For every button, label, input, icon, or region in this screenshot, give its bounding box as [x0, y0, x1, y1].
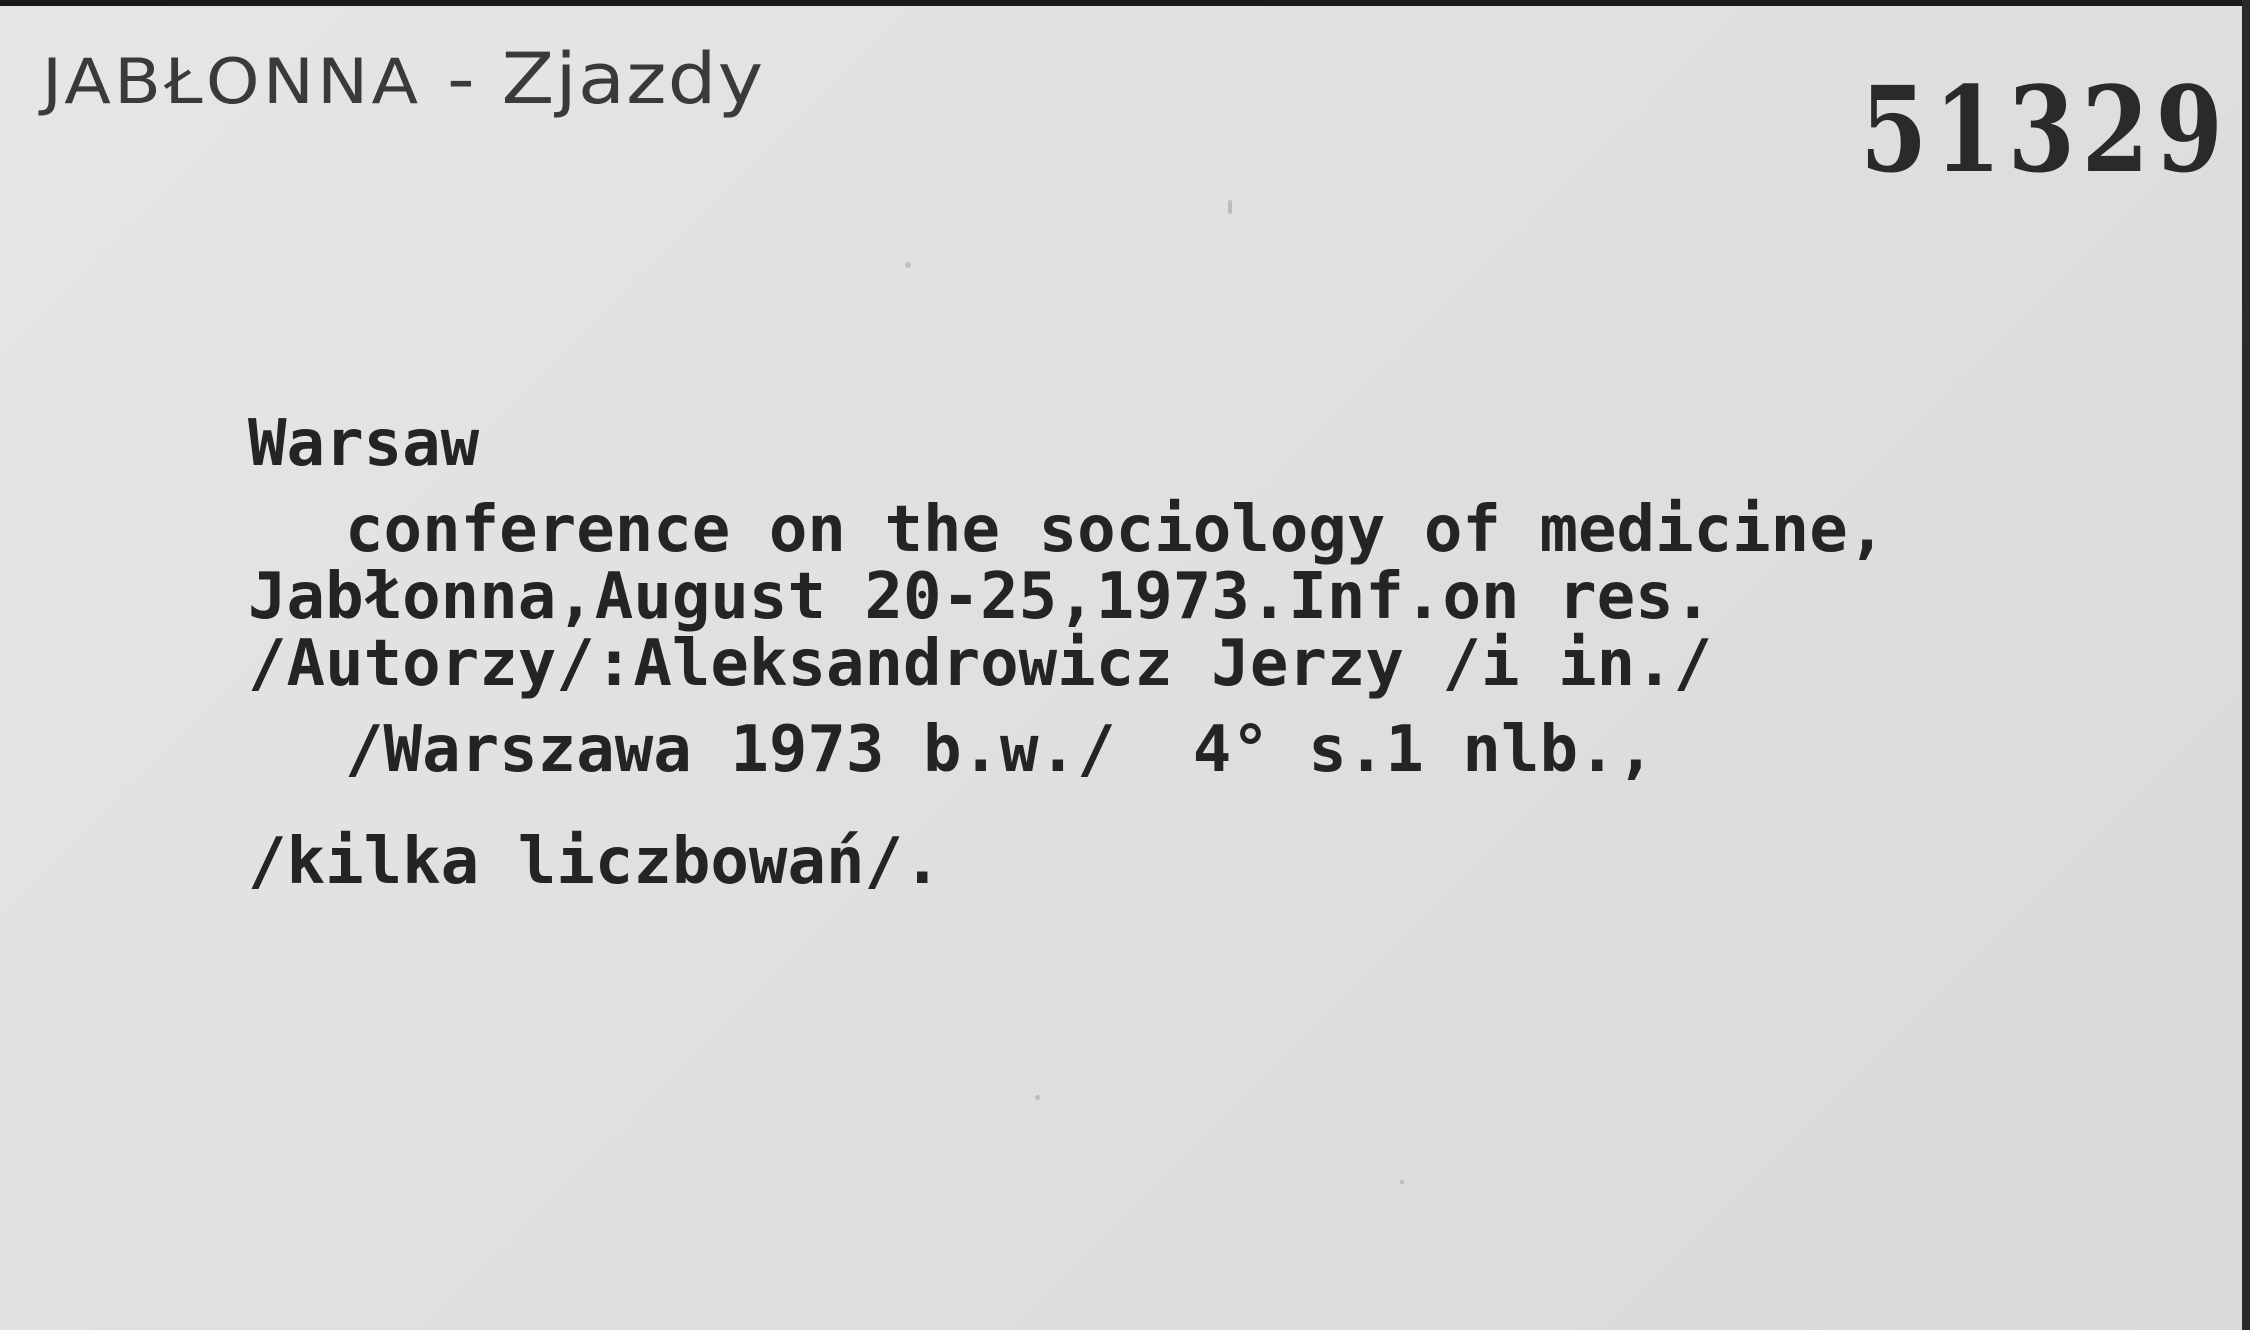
paper-speck — [905, 262, 911, 268]
entry-line-4: /Autorzy/:Aleksandrowicz Jerzy /i in./ — [248, 627, 1713, 701]
entry-line-6: /kilka liczbowań/. — [248, 825, 942, 899]
entry-line-5: /Warszawa 1973 b.w./ 4° s.1 nlb., — [345, 713, 1656, 787]
card-top-edge — [0, 0, 2250, 6]
accession-number: 51329 — [1860, 60, 2230, 199]
entry-line-2: conference on the sociology of medicine, — [345, 493, 1887, 567]
paper-speck — [1400, 1180, 1404, 1184]
paper-speck — [1228, 200, 1232, 214]
entry-line-3: Jabłonna,August 20-25,1973.Inf.on res. — [248, 560, 1713, 634]
handwritten-heading — [42, 38, 764, 120]
heading-separator: - — [421, 38, 502, 120]
heading-subject: Zjazdy — [501, 38, 765, 120]
heading-place: JABŁONNA — [42, 45, 422, 118]
card-right-edge — [2242, 0, 2250, 1330]
paper-speck — [1035, 1095, 1040, 1100]
entry-line-1: Warsaw — [248, 407, 480, 481]
